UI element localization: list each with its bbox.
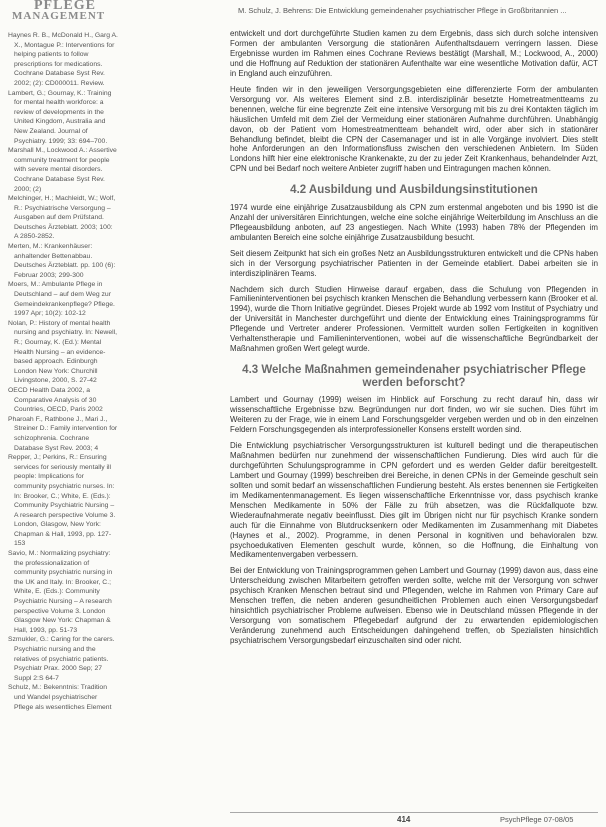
body-paragraph: Nachdem sich durch Studien Hinweise darauf ergaben, dass die Schulung von Pflegenden in Familieninterventionen bei psychisch kranken Menschen die Behandlung verbessern kann (Brooker et al. 1994), wurde die Thorn Initiative gegründet. Dieses Projekt wurde ab 1992 vom Institut of Psychiatry und der Universität in Manchester durchgeführt und diente der Entwicklung eines Trainingsprogramms für Pflegende und Vertreter anderer Professionen. Vermittelt wurden sollen Fertigkeiten in kognitiven Verhaltenstherapie und Familieninterventionen, wobei auf die wissenschaftliche Begründbarkeit der Maßnahmen großen Wert gelegt wurde. [230,284,598,354]
body-paragraph: Lambert und Gournay (1999) weisen im Hinblick auf Forschung zu recht darauf hin, dass wir wissenschaftliche Ergebnisse bzw. Begründungen nur dort finden, wo wir sie suchen. Dies führt im Weiteren zu der Frage, wie in einem Land Forschungsgelder vergeben werden und ob in den einzelnen Feldern Forschungsgegenden als interprofessioneller Konsens erstellt worden sind. [230,395,598,435]
reference-item: Melchinger, H.; Machleidt, W.; Wolf, R.: Psychiatrische Versorgung – Ausgaben auf dem Prüfstand. Deutsches Ärzteblatt. 2003; 100: A 2850-2852. [8,195,116,241]
page-number: 414 [397,815,411,824]
reference-item: Lambert, G.; Gournay, K.: Training for mental health workforce: a review of developments in the United Kingdom, Australia and New Zealand. Journal of Psychiatry. 1999; 33: 694–700. [8,89,112,145]
reference-item: Repper, J.; Perkins, R.: Ensuring services for seriously mentally ill people: Implications for community psychiatric nurses. In: In: Brooker, C.; White, E. (Eds.): Community Psychiatric Nursing – A research perspective Volume 3. London, Glasgow, New York: Chapman & Hall, 1993, pp. 127-153 [8,454,116,548]
reference-item: Szmukler, G.: Caring for the carers. Psychiatric nursing and the relatives of psychiatric patients. Psychiatr Prax. 2000 Sep; 27 Suppl 2:S 64-7 [8,636,115,682]
reference-item: Merten, M.: Krankenhäuser: anhaltender Bettenabbau. Deutsches Ärzteblatt. pp. 100 (6): Februar 2003; 299-300 [8,243,116,279]
body-paragraph: Die Entwicklung psychiatrischer Versorgungsstrukturen ist kulturell bedingt und die therapeutischen Maßnahmen bedürfen nur zunehmend der wissenschaftlichen Fundierung. Dies wird auch für die durchgeführten Schulungsprogramme in CPN gefordert und es werden Gelder dafür bereitgestellt. Lambert und Gournay (1999) beschreiben drei Bereiche, in denen CPNs in der Gemeinde geschult sein sollten und somit bedarf an wissenschaftlichen Fundierung besteht. Als erstes benennen sie Fertigkeiten im Medikamentenmanagement. Es liegen wissenschaftliche Erkenntnisse vor, dass psychisch kranke Menschen Medikamente in 50% der Fälle zu früh absetzen, was die Rückfallquote bzw. Wiederaufnahmerate negativ beeinflusst. Dies gilt im Übrigen nicht nur für psychisch Kranke sondern auch für die Einnahme von Blutdrucksenkern oder Medikamenten im Zusammenhang mit Diabetes (Haynes et al., 2002). Programme, in denen Personal in kognitiven und behavioralen bzw. psychoedukativen Elementen geschult wurde, können, so die Hoffnung, die Einhaltung von Medikamentenvergaben verbessern. [230,441,598,560]
body-paragraph: Seit diesem Zeitpunkt hat sich ein großes Netz an Ausbildungsstrukturen entwickelt und die CPNs haben sich in der Versorgung psychiatrischer Patienten in der Gemeinde etabliert. Dabei arbeiten sie in interdisziplinären Teams. [230,248,598,278]
body-paragraph: entwickelt und dort durchgeführte Studien kamen zu dem Ergebnis, dass sich durch solche intensiven Formen der ambulanten Versorgung die stationären Aufenthaltsdauern verringern lassen. Diese Ergebnisse wurden im Rahmen eines Cochrane Reviews bestätigt (Marshall, M.; Lockwood, A., 2000) und die Hoffnung auf Reduktion der stationären Aufenthalte war eine wesentliche Motivation dafür, ACT in England auch einzuführen. [230,29,598,78]
body-paragraph: Bei der Entwicklung von Trainingsprogrammen gehen Lambert und Gournay (1999) davon aus, dass eine Unterscheidung zwischen Mitarbeitern getroffen werden sollte, welche mit der Versorgung von schwer psychisch Kranken Menschen betraut sind und Pflegenden, welche im Rahmen von Primary Care auf Menschen treffen, die neben anderen gesundheitlichen Problemen auch einen Versorgungsbedarf hinsichtlich psychiatrischer Probleme aufweisen. Ebenso wie in Deutschland müssen Pflegende in der Versorgung von somatischem Pflegebedarf aufgrund der zu erwartenden epidemiologischen Veränderung zunehmend auch Entscheidungen dahingehend treffen, ob Spezialisten hinsichtlich psychiatrischem Versorgungsbedarf einzuschalten sind oder nicht. [230,566,598,646]
reference-item: OECD Health Data 2002, a Comparative Analysis of 30 Countries, OECD, Paris 2002 [8,386,103,414]
reference-item: Pharoah F., Rathbone J., Mari J., Streiner D.: Family intervention for schizophrenia. Cochrane Database Syst Rev. 2003; 4 [8,415,118,452]
reference-item: Moers, M.: Ambulante Pflege in Deutschland – auf dem Weg zur Gemeindekrankenpflege? Pflege. 1997 Apr; 10(2): 102-12 [8,281,115,318]
reference-item: Nolan, P.: History of mental health nursing and psychiatry. In: Newell, R.; Gournay, K. (Ed.): Mental Health Nursing – an evidence-based approach. Edinburgh London New York: Churchill Livingstone, 2000, S. 27-42 [8,319,118,385]
logo-line-2: MANAGEMENT [12,10,106,22]
reference-item: Schulz, M.: Bekenntnis: Tradition und Wandel psychiatrischer Pflege als wesentliches Element [8,684,112,711]
journal-name: PsychPflege 07-08/05 [500,815,574,824]
running-head: M. Schulz, J. Behrens: Die Entwicklung gemeindenaher psychiatrischer Pflege in Großbritannien ... [238,6,567,15]
main-text-column [230,29,598,805]
section-heading-4-2: 4.2 Ausbildung und Ausbildungsinstitutionen [290,184,538,197]
body-paragraph: Heute finden wir in den jeweiligen Versorgungsgebieten eine differenzierte Form der ambulanten Versorgung vor. Als weiteres Element sind z.B. interdisziplinär besetzte Hometreatmentteams zu benennen, welche für eine begrenzte Zeit eine intensive Versorgung mit bis zu drei Kontakten täglich im häuslichen Umfeld mit dem Ziel der Vermeidung einer stationären Aufnahme durchführen. Unabhängig davon, ob der Patient vom Homestreatmentteam behandelt wird, oder aber sich in stationärer Behandlung befindet, bleibt die CPN der Casemanager und ist in alle Vorgänge involviert. Dies stellt hohe Anforderungen an den Informationsfluss zwischen den verschiedenen Anbietern. Im Süden Londons hilft hier eine elektronische Krankenakte, zu der zu jeder Zeit Krankenhaus, behandelnder Arzt, CPN und bei Bedarf noch weitere Anbieter zugriff haben und Eintragungen machen können. [230,84,598,174]
journal-logo [12,1,162,25]
section-heading-4-3: 4.3 Welche Maßnahmen gemeindenaher psychiatrischer Pflege werden beforscht? [242,364,586,389]
reference-item: Haynes R. B., McDonald H., Garg A. X., Montague P.: Interventions for helping patients to follow prescriptions for medications. Cochrane Database Syst Rev. 2002; (2): CD000011. Review. [8,32,118,87]
reference-item: Marshall M., Lockwood A.: Assertive community treatment for people with severe mental disorders. Cochrane Database Syst Rev. 2000; (2) [8,147,117,193]
body-paragraph: 1974 wurde eine einjährige Zusatzausbildung als CPN zum erstenmal angeboten und bis 1990 ist die Anzahl der universitären Einrichtungen, welche eine solche einjährige Weiterbildung im Anschluss an die Pflegeausbildung anboten, auf 23 angestiegen. Nach White (1993) haben 78% der Pflegenden im ambulanten Bereich eine solche einjährige Zusatzausbildung besucht. [230,202,598,242]
reference-item: Savio, M.: Normalizing psychiatry: the professionalization of community psychiatric nursing in the UK and Italy. In: Brooker, C.; White, E. (Eds.): Community Psychiatric Nursing – A research perspective Volume 3. London Glasgow New York: Chapman & Hall, 1993, pp. 51-73 [8,550,113,634]
logo-line-1: PFLEGE [34,0,97,13]
footer-rule [230,812,598,813]
references-column [8,31,118,801]
